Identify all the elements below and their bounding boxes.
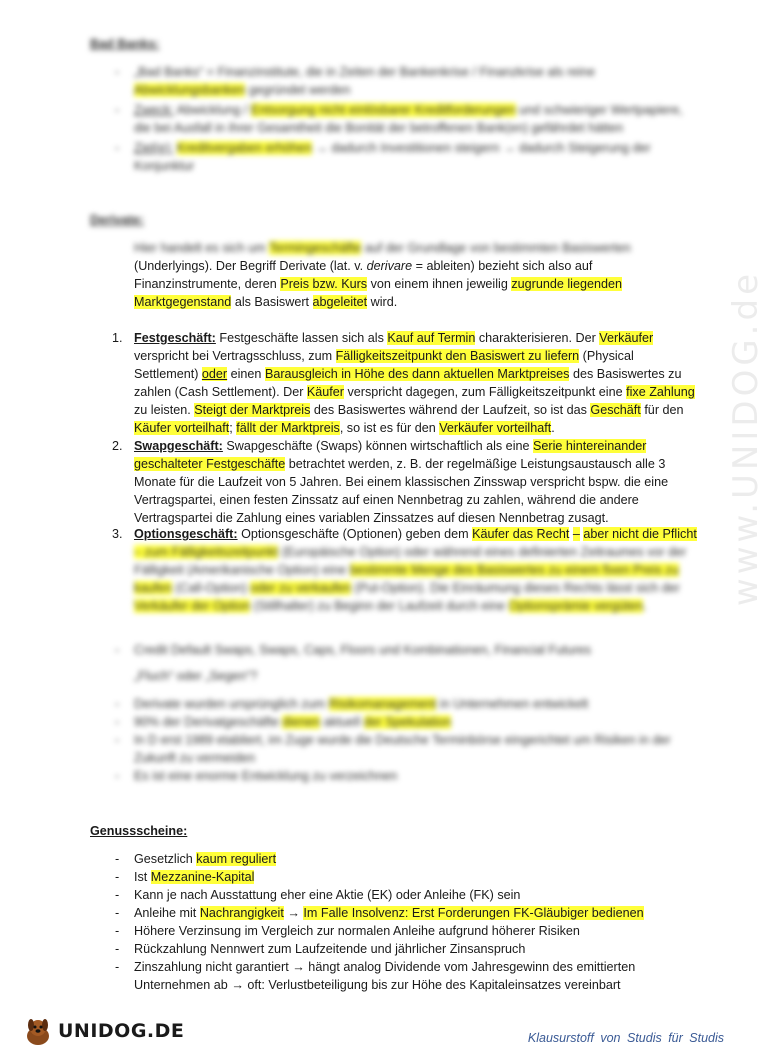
badbanks-line-1: „Bad Banks“ = Finanzinstitute, die in Zeiten der Bankenkrise / Finanzkrise als reine: [134, 65, 595, 79]
derivate-intro-4: Marktgegenstand als Basiswert abgeleitet wird.: [134, 295, 398, 309]
logo-text: UNIDOG.DE: [58, 1020, 185, 1043]
watermark: www.UNIDOG.de: [726, 270, 766, 607]
derivate-extra-7: Es ist eine enorme Entwicklung zu verzeichnen: [134, 769, 398, 783]
list-number: 3.: [112, 527, 123, 541]
bullet-dash: -: [115, 697, 120, 711]
swap-line-3: Monate für die Laufzeit von 5 Jahren. Bei einem klassischen Zinsswap verspricht bspw. die eine: [134, 475, 669, 489]
genuss-line-6: Rückzahlung Nennwert zum Laufzeitende und jährlicher Zinsanspruch: [134, 942, 526, 956]
derivate-extra-2: „Fluch“ oder „Segen“?: [134, 669, 258, 683]
list-number: 1.: [112, 331, 123, 345]
bullet-dash: -: [115, 715, 120, 729]
genuss-line-5: Höhere Verzinsung im Vergleich zur normalen Anleihe aufgrund höherer Risiken: [134, 924, 580, 938]
derivate-intro-3: Finanzinstrumente, deren Preis bzw. Kurs von einem ihnen jeweilig zugrunde liegenden: [134, 277, 622, 291]
swap-line-4: Vertragspartei, einen festen Zinssatz auf einen Nennbetrag zu zahlen, während die andere: [134, 493, 639, 507]
derivate-intro-2: (Underlyings). Der Begriff Derivate (lat. v. derivare = ableiten) bezieht sich also auf: [134, 259, 593, 273]
unidog-logo[interactable]: [22, 1014, 184, 1050]
derivate-extra-6: Zukunft zu vermeiden: [134, 751, 256, 765]
option-line-2: – zum Fälligkeitszeitpunkt (Europäische Option) oder während eines definierten Zeitraumes vor der: [134, 545, 687, 559]
derivate-intro-1: Hier handelt es sich um Termingeschäfte auf der Grundlage von bestimmten Basiswerten: [134, 241, 631, 255]
derivate-extra-4: 90% der Derivatgeschäfte dienen aktuell der Spekulation: [134, 715, 452, 729]
bullet-dash: -: [115, 870, 120, 884]
genuss-line-7: Zinszahlung nicht garantiert → hängt analog Dividende vom Jahresgewinn des emittierten: [134, 960, 636, 974]
bullet-dash: -: [115, 906, 120, 920]
badbanks-line-3b: Konjunktur: [134, 159, 195, 173]
option-line-3: Fälligkeit (Amerikanische Option) eine bestimmte Menge des Basiswertes zu einem fixen Preis zu: [134, 563, 679, 577]
fest-line-2: verspricht bei Vertragsschluss, zum Fälligkeitszeitpunkt den Basiswert zu liefern (Physical: [134, 349, 634, 363]
list-number: 2.: [112, 439, 123, 453]
fest-line-1: Festgeschäft: Festgeschäfte lassen sich als Kauf auf Termin charakterisieren. Der Verkäufer: [134, 331, 654, 345]
option-line-5: Verkäufer der Option (Stillhalter) zu Beginn der Laufzeit durch eine Optionsprämie vergüten.: [134, 599, 647, 613]
bullet-dash: -: [115, 888, 120, 902]
genuss-line-8: Unternehmen ab → oft: Verlustbeteiligung bis zur Höhe des Kapitaleinsatzes vereinbart: [134, 978, 621, 992]
option-line-1: Optionsgeschäft: Optionsgeschäfte (Optionen) geben dem Käufer das Recht – aber nicht die Pflicht: [134, 527, 697, 541]
derivate-extra-5: In D erst 1989 etabliert, im Zuge wurde die Deutsche Terminbörse eingerichtet um Risiken in der: [134, 733, 671, 747]
swap-line-2: geschalteter Festgeschäfte betrachtet werden, z. B. der regelmäßige Leistungsaustausch alle 3: [134, 457, 666, 471]
bullet-dash: -: [115, 924, 120, 938]
heading-derivate: Derivate:: [90, 213, 144, 227]
bullet-dash: -: [115, 960, 120, 974]
bullet-dash: -: [115, 942, 120, 956]
bullet-dash: -: [115, 65, 120, 79]
bullet-dash: -: [115, 103, 120, 117]
option-line-4: kaufen (Call-Option) oder zu verkaufen (Put-Option). Die Einräumung dieses Rechts lässt sich der: [134, 581, 680, 595]
fest-line-4: zahlen (Cash Settlement). Der Käufer verspricht dagegen, zum Fälligkeitszeitpunkt eine fixe Zahlung: [134, 385, 695, 399]
badbanks-line-3: Ziel(e): Kreditvergaben erhöhen → dadurch Investitionen steigern → dadurch Steigerung der: [134, 141, 651, 155]
swap-line-1: Swapgeschäft: Swapgeschäfte (Swaps) können wirtschaftlich als eine Serie hintereinander: [134, 439, 647, 453]
fest-line-3: Settlement) oder einen Barausgleich in Höhe des dann aktuellen Marktpreises des Basiswertes zu: [134, 367, 682, 381]
genuss-line-4: Anleihe mit Nachrangigkeit → Im Falle Insolvenz: Erst Forderungen FK-Gläubiger bedienen: [134, 906, 644, 920]
dog-icon: [22, 1016, 54, 1048]
genuss-line-2: Ist Mezzanine-Kapital: [134, 870, 255, 884]
heading-bad-banks: Bad Banks:: [90, 37, 160, 51]
bullet-dash: -: [115, 769, 120, 783]
heading-genussscheine: Genussscheine:: [90, 824, 188, 838]
bullet-dash: -: [115, 643, 120, 657]
bullet-dash: -: [115, 733, 120, 747]
swap-line-5: Vertragspartei die Zahlung eines variablen Zinssatzes auf diesen Nennbetrag zusagt.: [134, 511, 609, 525]
derivate-extra-1: Credit Default Swaps, Swaps, Caps, Floors und Kombinationen, Financial Futures: [134, 643, 592, 657]
badbanks-line-2: Zweck: Abwicklung / Entsorgung nicht einlösbarer Kreditforderungen und schwieriger Wertpapiere,: [134, 103, 683, 117]
bullet-dash: -: [115, 852, 120, 866]
genuss-line-1: Gesetzlich kaum reguliert: [134, 852, 277, 866]
badbanks-line-2b: die bei Ausfall in ihrer Gesamtheit die Bonität der betroffenen Bank(en) gefährdet hätten: [134, 121, 624, 135]
fest-line-6: Käufer vorteilhaft; fällt der Marktpreis, so ist es für den Verkäufer vorteilhaft.: [134, 421, 555, 435]
bullet-dash: -: [115, 141, 120, 155]
fest-line-5: zu leisten. Steigt der Marktpreis des Basiswertes während der Laufzeit, so ist das Geschäft für den: [134, 403, 684, 417]
derivate-extra-3: Derivate wurden ursprünglich zum Risikomanagement in Unternehmen entwickelt: [134, 697, 589, 711]
footer-tagline: Klausurstoff von Studis für Studis: [527, 1031, 724, 1045]
genuss-line-3: Kann je nach Ausstattung eher eine Aktie (EK) oder Anleihe (FK) sein: [134, 888, 521, 902]
badbanks-line-1b: Abwicklungsbanken gegründet werden: [134, 83, 351, 97]
